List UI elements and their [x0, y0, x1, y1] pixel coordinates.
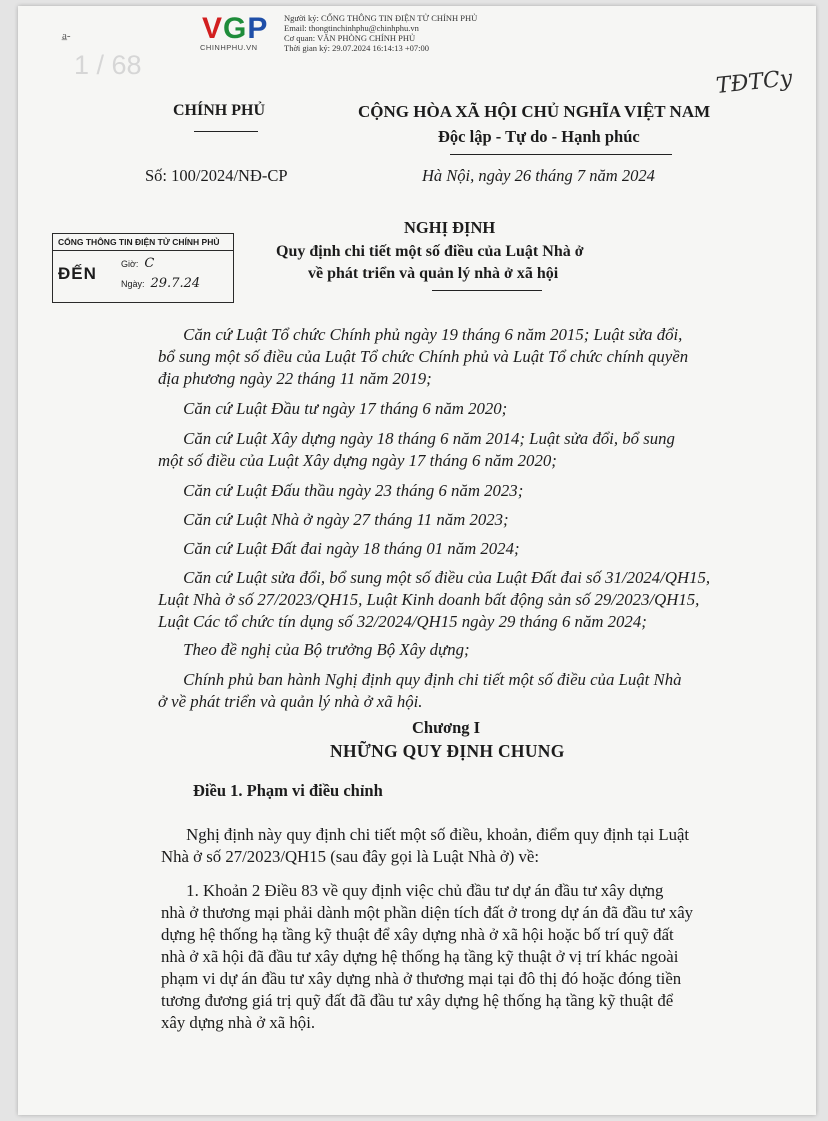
digital-signature-info: [284, 13, 477, 53]
stamp-title: CỔNG THÔNG TIN ĐIỆN TỬ CHÍNH PHỦ: [58, 237, 220, 247]
issuer-underline: [194, 131, 258, 132]
issuer-name: CHÍNH PHỦ: [173, 102, 265, 119]
stamp-den: ĐẾN: [58, 264, 97, 283]
clause-line: dựng hệ thống hạ tầng kỹ thuật để xây dựng nhà ở xã hội hoặc bố trí quỹ đất: [161, 925, 674, 944]
vgp-logo-subtitle: CHINHPHU.VN: [200, 43, 258, 52]
nation-name: CỘNG HÒA XÃ HỘI CHỦ NGHĨA VIỆT NAM: [358, 102, 711, 121]
basis-line: một số điều của Luật Xây dựng ngày 17 tháng 6 năm 2020;: [158, 451, 557, 470]
basis-line: Chính phủ ban hành Nghị định quy định chi tiết một số điều của Luật Nhà: [158, 670, 682, 689]
basis-line: Theo đề nghị của Bộ trưởng Bộ Xây dựng;: [158, 640, 470, 659]
stamp-time-label: Giờ:: [121, 259, 139, 269]
stamp-date-label: Ngày:: [121, 279, 145, 289]
sign-time-line: Thời gian ký: 29.07.2024 16:14:13 +07:00: [284, 43, 430, 53]
decree-title: NGHỊ ĐỊNH: [404, 218, 496, 237]
basis-line: Căn cứ Luật Đất đai ngày 18 tháng 01 năm 2024;: [158, 539, 520, 558]
agency-line: Cơ quan: VĂN PHÒNG CHÍNH PHỦ: [284, 33, 416, 43]
basis-line: Căn cứ Luật Tổ chức Chính phủ ngày 19 tháng 6 năm 2015; Luật sửa đổi,: [158, 325, 683, 344]
basis-line: Căn cứ Luật Đấu thầu ngày 23 tháng 6 năm 2023;: [158, 481, 524, 500]
stamp-divider: [53, 250, 233, 251]
chapter-title: NHỮNG QUY ĐỊNH CHUNG: [330, 741, 565, 761]
basis-line: Luật Các tổ chức tín dụng số 32/2024/QH15 ngày 29 tháng 6 năm 2024;: [158, 612, 647, 631]
page-indicator: 1 / 68: [74, 50, 142, 80]
national-motto: Độc lập - Tự do - Hạnh phúc: [438, 127, 640, 146]
signer-line: Người ký: CỔNG THÔNG TIN ĐIỆN TỬ CHÍNH PHỦ: [284, 13, 478, 23]
basis-line: bổ sung một số điều của Luật Tổ chức Chính phủ và Luật Tổ chức chính quyền: [158, 347, 689, 366]
clause-line: tương đương giá trị quỹ đất đã đầu tư xây dựng hệ thống hạ tầng kỹ thuật để: [161, 991, 674, 1010]
stamp-date: [121, 276, 200, 291]
margin-mark: a̲-: [62, 30, 71, 42]
clause-line: 1. Khoản 2 Điều 83 về quy định việc chủ đầu tư dự án đầu tư xây dựng: [161, 881, 664, 900]
place-and-date: Hà Nội, ngày 26 tháng 7 năm 2024: [422, 166, 655, 185]
stamp-date-value: 29.7.24: [150, 276, 201, 291]
clause-line: nhà ở xã hội đã đầu tư xây dựng hệ thống hạ tầng kỹ thuật ở vị trí khác ngoài: [161, 947, 679, 966]
basis-line: Luật Nhà ở số 27/2023/QH15, Luật Kinh doanh bất động sản số 29/2023/QH15,: [158, 590, 700, 609]
decree-subtitle-line2: về phát triển và quản lý nhà ở xã hội: [308, 265, 559, 282]
basis-line: ở về phát triển và quản lý nhà ở xã hội.: [158, 692, 423, 711]
article-intro-line: Nghị định này quy định chi tiết một số điều, khoản, điểm quy định tại Luật: [161, 825, 690, 844]
stamp-time: [121, 256, 154, 271]
motto-underline: [450, 154, 672, 155]
email-line: Email: thongtinchinhphu@chinhphu.vn: [284, 23, 419, 33]
decree-underline: [432, 290, 542, 291]
handwritten-note: TĐTCy: [714, 66, 794, 99]
document-number: Số: 100/2024/NĐ-CP: [145, 166, 288, 185]
clause-line: xây dựng nhà ở xã hội.: [161, 1013, 316, 1032]
clause-line: phạm vi dự án đầu tư xây dựng nhà ở thương mại tại đô thị đó hoặc đóng tiền: [161, 969, 682, 988]
document-page: [18, 6, 816, 1115]
article-heading: Điều 1. Phạm vi điều chỉnh: [193, 781, 383, 800]
decree-subtitle-line1: Quy định chi tiết một số điều của Luật Nhà ở: [276, 243, 584, 260]
basis-line: Căn cứ Luật Nhà ở ngày 27 tháng 11 năm 2023;: [158, 510, 509, 529]
clause-line: nhà ở thương mại phải dành một phần diện tích đất ở trong dự án đã đầu tư xây: [161, 903, 694, 922]
chapter-number: Chương I: [412, 718, 481, 737]
basis-line: Căn cứ Luật Xây dựng ngày 18 tháng 6 năm 2014; Luật sửa đổi, bổ sung: [158, 429, 675, 448]
basis-line: địa phương ngày 22 tháng 11 năm 2019;: [158, 369, 432, 388]
basis-line: Căn cứ Luật sửa đổi, bổ sung một số điều của Luật Đất đai số 31/2024/QH15,: [158, 568, 711, 587]
basis-line: Căn cứ Luật Đầu tư ngày 17 tháng 6 năm 2020;: [158, 399, 508, 418]
vgp-logo: VGP: [202, 12, 269, 45]
received-stamp: [52, 233, 234, 303]
article-intro-line: Nhà ở số 27/2023/QH15 (sau đây gọi là Luật Nhà ở) về:: [161, 847, 540, 866]
stamp-time-value: C: [144, 256, 155, 271]
